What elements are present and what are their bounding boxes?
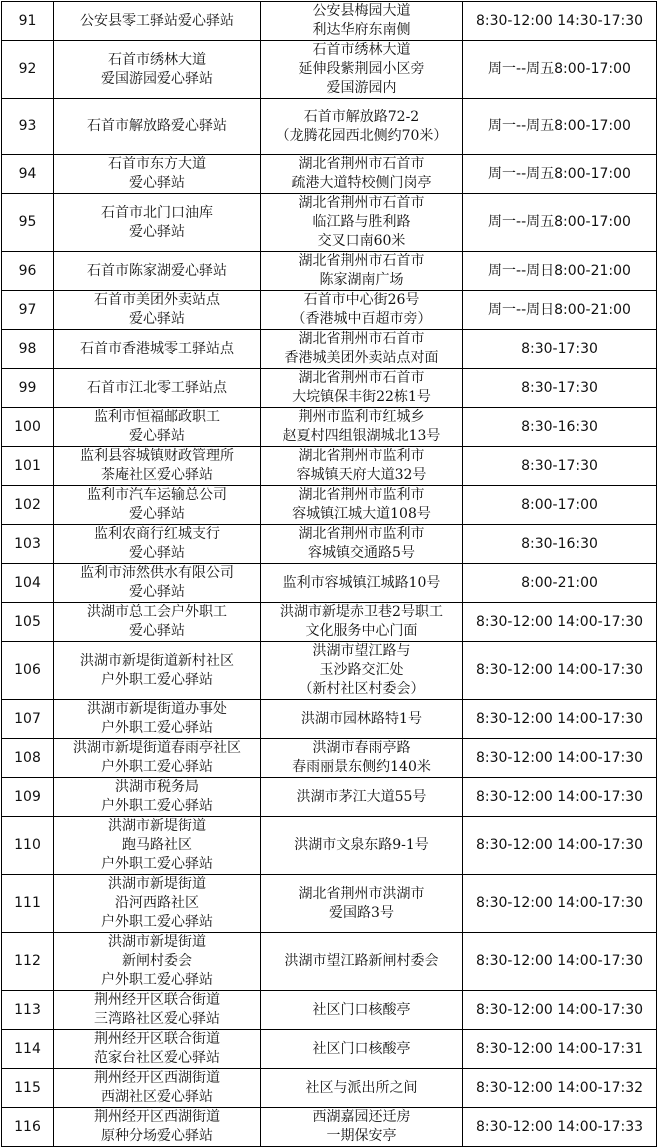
station-name: 洪湖市新堤街道 沿河西路社区 户外职工爱心驿站 — [54, 875, 261, 933]
station-name: 洪湖市新堤街道 新闸村委会 户外职工爱心驿站 — [54, 933, 261, 991]
opening-hours: 周一--周五8:00-17:00 — [463, 41, 657, 99]
opening-hours: 8:30-12:00 14:00-17:30 — [463, 739, 657, 778]
opening-hours: 8:30-17:30 — [463, 330, 657, 369]
row-number: 116 — [2, 1108, 54, 1147]
row-number: 109 — [2, 778, 54, 817]
station-name: 石首市陈家湖爱心驿站 — [54, 252, 261, 291]
station-name: 公安县零工驿站爱心驿站 — [54, 2, 261, 41]
row-number: 108 — [2, 739, 54, 778]
table-row — [2, 155, 657, 194]
opening-hours: 周一--周五8:00-17:00 — [463, 155, 657, 194]
row-number: 96 — [2, 252, 54, 291]
table-row — [2, 778, 657, 817]
row-number: 100 — [2, 408, 54, 447]
opening-hours: 8:30-12:00 14:00-17:30 — [463, 603, 657, 642]
station-name: 洪湖市税务局 户外职工爱心驿站 — [54, 778, 261, 817]
table-row — [2, 41, 657, 99]
opening-hours: 8:30-12:00 14:00-17:30 — [463, 817, 657, 875]
row-number: 103 — [2, 525, 54, 564]
station-name: 荆州经开区联合街道 三湾路社区爱心驿站 — [54, 991, 261, 1030]
station-name: 监利县容城镇财政管理所 茶庵社区爱心驿站 — [54, 447, 261, 486]
row-number: 112 — [2, 933, 54, 991]
station-address: 洪湖市望江路与 玉沙路交汇处 （新村社区村委会） — [261, 642, 463, 700]
station-address: 洪湖市茅江大道55号 — [261, 778, 463, 817]
table-row — [2, 99, 657, 155]
table-row — [2, 486, 657, 525]
station-address: 石首市解放路72-2 （龙腾花园西北侧约70米） — [261, 99, 463, 155]
opening-hours: 8:30-16:30 — [463, 408, 657, 447]
station-address: 石首市中心街26号 （香港城中百超市旁） — [261, 291, 463, 330]
table-row — [2, 875, 657, 933]
station-address: 公安县梅园大道 利达华府东南侧 — [261, 2, 463, 41]
row-number: 94 — [2, 155, 54, 194]
opening-hours: 8:30-12:00 14:00-17:30 — [463, 991, 657, 1030]
station-address: 湖北省荆州市石首市 临江路与胜利路 交叉口南60米 — [261, 194, 463, 252]
opening-hours: 周一--周日8:00-21:00 — [463, 252, 657, 291]
table-row — [2, 447, 657, 486]
opening-hours: 8:30-12:00 14:00-17:31 — [463, 1030, 657, 1069]
station-name: 洪湖市总工会户外职工 爱心驿站 — [54, 603, 261, 642]
opening-hours: 8:30-12:00 14:00-17:30 — [463, 700, 657, 739]
opening-hours: 8:30-12:00 14:00-17:33 — [463, 1108, 657, 1147]
opening-hours: 8:30-12:00 14:00-17:30 — [463, 875, 657, 933]
opening-hours: 8:30-16:30 — [463, 525, 657, 564]
table-row — [2, 739, 657, 778]
table-row — [2, 252, 657, 291]
table-row — [2, 817, 657, 875]
station-name: 监利市恒福邮政职工 爱心驿站 — [54, 408, 261, 447]
row-number: 97 — [2, 291, 54, 330]
opening-hours: 8:30-12:00 14:00-17:30 — [463, 933, 657, 991]
row-number: 104 — [2, 564, 54, 603]
row-number: 106 — [2, 642, 54, 700]
station-name: 石首市江北零工驿站点 — [54, 369, 261, 408]
station-name: 监利农商行红城支行 爱心驿站 — [54, 525, 261, 564]
table-row — [2, 1108, 657, 1147]
row-number: 91 — [2, 2, 54, 41]
row-number: 110 — [2, 817, 54, 875]
opening-hours: 8:00-17:00 — [463, 486, 657, 525]
table-row — [2, 2, 657, 41]
station-name: 石首市北门口油库 爱心驿站 — [54, 194, 261, 252]
station-address: 洪湖市文泉东路9-1号 — [261, 817, 463, 875]
station-address: 石首市绣林大道 延伸段紫荆园小区旁 爱国游园内 — [261, 41, 463, 99]
opening-hours: 8:30-17:30 — [463, 447, 657, 486]
row-number: 98 — [2, 330, 54, 369]
station-address: 社区门口核酸亭 — [261, 1030, 463, 1069]
station-address: 湖北省荆州市石首市 香港城美团外卖站点对面 — [261, 330, 463, 369]
row-number: 101 — [2, 447, 54, 486]
row-number: 115 — [2, 1069, 54, 1108]
table-row — [2, 700, 657, 739]
station-name: 石首市绣林大道 爱国游园爱心驿站 — [54, 41, 261, 99]
table-row — [2, 1069, 657, 1108]
station-name: 荆州经开区西湖街道 原种分场爱心驿站 — [54, 1108, 261, 1147]
station-name: 石首市解放路爱心驿站 — [54, 99, 261, 155]
row-number: 111 — [2, 875, 54, 933]
station-address: 社区门口核酸亭 — [261, 991, 463, 1030]
opening-hours: 周一--周日8:00-21:00 — [463, 291, 657, 330]
station-name: 石首市美团外卖站点 爱心驿站 — [54, 291, 261, 330]
opening-hours: 8:30-17:30 — [463, 369, 657, 408]
row-number: 114 — [2, 1030, 54, 1069]
table-row — [2, 642, 657, 700]
opening-hours: 8:30-12:00 14:00-17:30 — [463, 778, 657, 817]
station-address: 湖北省荆州市监利市 容城镇江城大道108号 — [261, 486, 463, 525]
station-name: 洪湖市新堤街道办事处 户外职工爱心驿站 — [54, 700, 261, 739]
station-address: 湖北省荆州市监利市 容城镇天府大道32号 — [261, 447, 463, 486]
station-address: 洪湖市新堤赤卫巷2号职工 文化服务中心门面 — [261, 603, 463, 642]
row-number: 95 — [2, 194, 54, 252]
station-table-body — [2, 2, 657, 1147]
opening-hours: 8:30-12:00 14:30-17:30 — [463, 2, 657, 41]
station-address: 湖北省荆州市石首市 陈家湖南广场 — [261, 252, 463, 291]
station-name: 监利市汽车运输总公司 爱心驿站 — [54, 486, 261, 525]
table-row — [2, 369, 657, 408]
row-number: 93 — [2, 99, 54, 155]
station-name: 石首市香港城零工驿站点 — [54, 330, 261, 369]
station-name: 荆州经开区联合街道 范家台社区爱心驿站 — [54, 1030, 261, 1069]
row-number: 102 — [2, 486, 54, 525]
table-row — [2, 603, 657, 642]
station-address: 湖北省荆州市石首市 大垸镇保丰街22栋1号 — [261, 369, 463, 408]
table-row — [2, 933, 657, 991]
station-address: 湖北省荆州市监利市 容城镇交通路5号 — [261, 525, 463, 564]
station-address: 洪湖市望江路新闸村委会 — [261, 933, 463, 991]
station-address: 洪湖市春雨亭路 春雨丽景东侧约140米 — [261, 739, 463, 778]
station-table — [1, 1, 657, 1147]
row-number: 105 — [2, 603, 54, 642]
opening-hours: 周一--周五8:00-17:00 — [463, 99, 657, 155]
opening-hours: 8:00-21:00 — [463, 564, 657, 603]
station-address: 社区与派出所之间 — [261, 1069, 463, 1108]
row-number: 107 — [2, 700, 54, 739]
table-row — [2, 330, 657, 369]
station-address: 监利市容城镇江城路10号 — [261, 564, 463, 603]
station-address: 西湖嘉园还迁房 一期保安亭 — [261, 1108, 463, 1147]
station-name: 洪湖市新堤街道 跑马路社区 户外职工爱心驿站 — [54, 817, 261, 875]
station-name: 荆州经开区西湖街道 西湖社区爱心驿站 — [54, 1069, 261, 1108]
station-name: 洪湖市新堤街道春雨亭社区 户外职工爱心驿站 — [54, 739, 261, 778]
station-address: 湖北省荆州市石首市 疏港大道特校侧门岗亭 — [261, 155, 463, 194]
station-address: 荆州市监利市红城乡 赵夏村四组银湖城北13号 — [261, 408, 463, 447]
table-row — [2, 564, 657, 603]
opening-hours: 8:30-12:00 14:00-17:32 — [463, 1069, 657, 1108]
station-address: 洪湖市园林路特1号 — [261, 700, 463, 739]
row-number: 99 — [2, 369, 54, 408]
station-name: 监利市沛然供水有限公司 爱心驿站 — [54, 564, 261, 603]
opening-hours: 周一--周五8:00-17:00 — [463, 194, 657, 252]
table-row — [2, 525, 657, 564]
table-row — [2, 291, 657, 330]
table-row — [2, 991, 657, 1030]
table-row — [2, 1030, 657, 1069]
table-row — [2, 194, 657, 252]
opening-hours: 8:30-12:00 14:00-17:30 — [463, 642, 657, 700]
station-name: 石首市东方大道 爱心驿站 — [54, 155, 261, 194]
station-name: 洪湖市新堤街道新村社区 户外职工爱心驿站 — [54, 642, 261, 700]
row-number: 113 — [2, 991, 54, 1030]
row-number: 92 — [2, 41, 54, 99]
station-address: 湖北省荆州市洪湖市 爱国路3号 — [261, 875, 463, 933]
table-row — [2, 408, 657, 447]
